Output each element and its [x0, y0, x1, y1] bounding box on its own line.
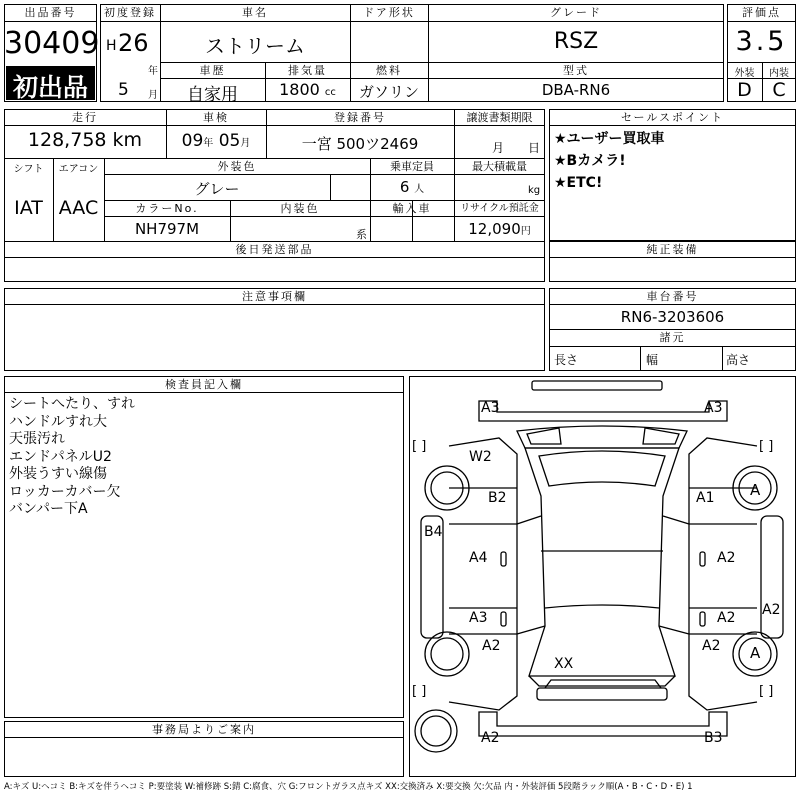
first-reg-year: 26	[118, 29, 149, 57]
transfer-day-unit: 日	[528, 141, 541, 155]
chassis-label: 車台番号	[646, 290, 699, 303]
bracket-left-lower: [ ]	[412, 684, 427, 699]
shift: IAT	[14, 197, 43, 219]
bracket-left: [ ]	[412, 439, 427, 454]
inspector-label: 検査員記入欄	[165, 378, 243, 391]
mileage: 128,758 km	[27, 129, 143, 151]
exterior-grade: D	[737, 79, 752, 101]
exterior-label: 外装	[734, 68, 755, 79]
fuel-label: 燃料	[376, 64, 402, 77]
first-listing-text: 初出品	[12, 73, 88, 102]
selling-point-2: ★Bカメラ!	[554, 153, 626, 169]
height-label: 高さ	[726, 353, 751, 367]
interior-label: 内装	[769, 68, 789, 79]
door-label: ドア形状	[363, 6, 415, 19]
color-no-label: カラーNo.	[135, 202, 199, 215]
mark-wheel-rear-right: A	[750, 644, 761, 662]
mark-a2-right-front-door: A2	[717, 550, 736, 566]
score: 3.5	[735, 26, 788, 57]
length-label: 長さ	[554, 353, 579, 367]
inspector-note-5: 外装うすい線傷	[9, 466, 107, 482]
displacement: 1800 cc	[279, 80, 336, 99]
mark-w2: W2	[469, 449, 492, 465]
ac: AAC	[58, 197, 99, 219]
plate-label: 登録番号	[334, 111, 386, 124]
interior-color-label: 内装色	[280, 202, 320, 215]
inspector-note-1: シートへたり、すれ	[9, 396, 135, 412]
mark-b2: B2	[488, 490, 507, 506]
mark-a2-right-rear: A2	[702, 638, 721, 654]
recycle-label: リサイクル預託金	[460, 203, 539, 214]
inspector-note-2: ハンドルすれ大	[9, 413, 107, 430]
specs-label: 諸元	[659, 331, 686, 344]
selling-points-label: セールスポイント	[620, 111, 724, 124]
load-unit: kg	[528, 185, 541, 196]
interior-grade: C	[772, 79, 786, 101]
inspector-note-7: バンパー下A	[9, 501, 88, 517]
mark-rear-right: B3	[704, 730, 723, 746]
mark-a2-left-rear: A2	[482, 638, 501, 654]
shift-label: シフト	[13, 164, 44, 175]
first-reg-label: 初度登録	[104, 6, 156, 19]
bracket-right-lower: [ ]	[759, 684, 774, 699]
month-unit: 月	[148, 90, 158, 101]
mark-a2-right-rocker: A2	[762, 602, 781, 618]
history-label: 車歴	[199, 64, 226, 77]
mark-front-right: A3	[704, 400, 723, 416]
load-label: 最大積載量	[472, 160, 527, 173]
model-name-label: 車名	[242, 6, 268, 19]
capacity: 6 人	[399, 178, 425, 196]
ac-label: エアコン	[58, 164, 99, 175]
selling-point-3: ★ETC!	[554, 175, 603, 191]
inspection-label: 車検	[203, 111, 229, 124]
plate-number: 一宮 500ツ2469	[301, 135, 419, 153]
car-diagram	[409, 376, 796, 777]
lot-number-label: 出品番号	[24, 6, 77, 19]
chassis-number: RN6-3203606	[620, 308, 725, 326]
lot-number: 30409	[4, 26, 100, 61]
inspector-note-6: ロッカーカバー欠	[9, 483, 121, 500]
inspector-note-4: エンドパネルU2	[9, 448, 112, 465]
bracket-right: [ ]	[759, 439, 774, 454]
recycle-amount: 12,090円	[468, 220, 531, 238]
mileage-label: 走行	[72, 111, 98, 124]
first-reg-month: 5	[118, 80, 129, 100]
model-name: ストリーム	[205, 34, 305, 58]
import-label: 輸入車	[392, 202, 432, 215]
era: H	[106, 38, 117, 54]
grade: RSZ	[553, 29, 599, 54]
inspection-date: 09年 05月	[181, 131, 251, 151]
mark-a2-right-rear-door: A2	[717, 610, 736, 626]
interior-color-unit: 系	[356, 228, 367, 241]
mark-b4: B4	[424, 524, 443, 540]
mark-rear-left: A2	[481, 730, 500, 746]
selling-point-1: ★ユーザー買取車	[554, 131, 665, 147]
mark-a3-left-rear-door: A3	[469, 610, 488, 626]
mark-front-left: A3	[481, 400, 500, 416]
color: グレー	[194, 180, 240, 198]
type-label: 型式	[563, 64, 589, 77]
year-unit: 年	[148, 66, 158, 77]
transfer-label: 譲渡書類期限	[466, 111, 533, 124]
width-label: 幅	[646, 353, 659, 367]
mark-a4: A4	[469, 550, 488, 566]
mark-a1: A1	[696, 490, 715, 506]
history: 自家用	[187, 85, 238, 105]
later-parts-label: 後日発送部品	[235, 243, 314, 256]
type: DBA-RN6	[541, 81, 611, 99]
score-label: 評価点	[742, 6, 781, 19]
transfer-month-unit: 月	[492, 141, 505, 155]
capacity-label: 乗車定員	[390, 160, 434, 173]
grade-label: グレード	[550, 6, 602, 19]
color-label: 外装色	[217, 160, 257, 173]
color-no: NH797M	[134, 220, 200, 238]
office-label: 事務局よりご案内	[152, 723, 256, 736]
fuel: ガソリン	[358, 83, 419, 101]
mark-xx: XX	[554, 656, 574, 672]
caution-label: 注意事項欄	[242, 290, 307, 303]
legend: A:キズ U:ヘコミ B:キズを伴うヘコミ P:要塗装 W:補修跡 S:錆 C:腐食、穴 G:フロントガラス点キズ XX:交換済み X:要交換 欠:欠品 内・外装評価 5段階ラック順(A・B・C・D・E) 1	[4, 782, 693, 792]
displacement-label: 排気量	[288, 64, 327, 77]
mark-wheel-front-right: A	[750, 481, 761, 499]
inspector-note-3: 天張汚れ	[9, 431, 65, 447]
genuine-equipment-label: 純正装備	[646, 243, 699, 256]
